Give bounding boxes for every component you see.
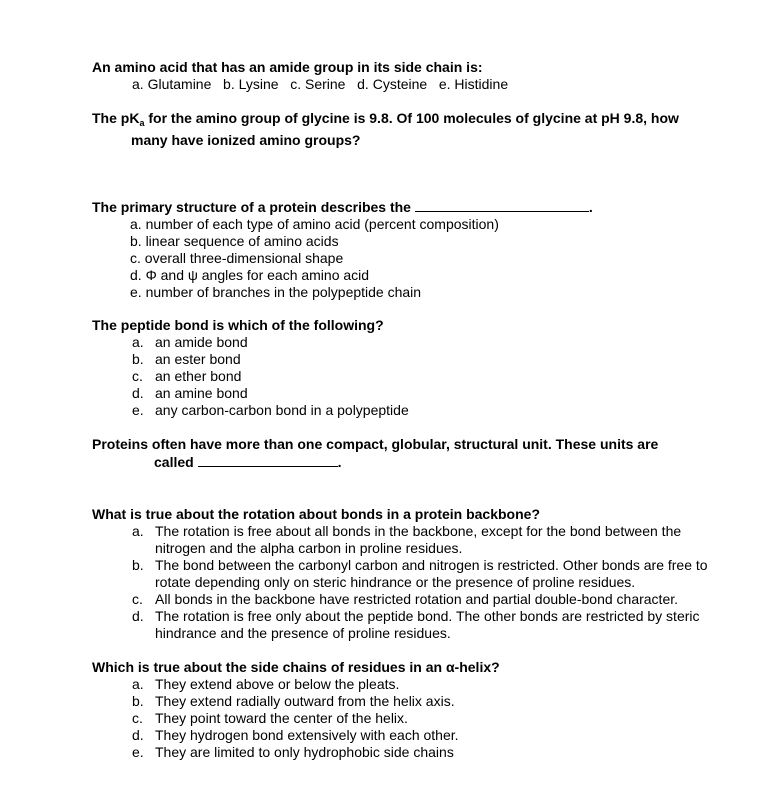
option-letter: a. xyxy=(132,334,144,350)
question-7-option xyxy=(92,676,500,693)
option-text: The bond between the carbonyl carbon and nitrogen is restricted. Other bonds are free to rotate depending only on steric hindrance or the presence of proline residues. xyxy=(155,557,708,590)
question-3-stem-end: . xyxy=(588,199,593,215)
question-4-option xyxy=(92,351,409,368)
question-7-option xyxy=(92,710,500,727)
question-3-option: d. Φ and ψ angles for each amino acid xyxy=(130,267,370,283)
question-7-stem: Which is true about the side chains of residues in an α-helix? xyxy=(92,659,500,675)
option-letter: b. xyxy=(132,693,144,709)
question-4-stem: The peptide bond is which of the following? xyxy=(92,317,384,333)
question-3-options xyxy=(92,216,593,301)
question-6-option xyxy=(92,608,722,642)
option-letter: d. xyxy=(132,608,144,624)
question-3-option: a. number of each type of amino acid (percent composition) xyxy=(130,216,499,232)
question-5-stem-end: . xyxy=(337,454,342,470)
option-letter: a. xyxy=(132,523,144,539)
question-3 xyxy=(92,198,593,301)
question-7-option xyxy=(92,744,500,761)
question-6-stem: What is true about the rotation about bonds in a protein backbone? xyxy=(92,506,540,522)
option-letter: a. xyxy=(132,676,144,692)
option-letter: e. xyxy=(132,402,144,418)
option-text: an ether bond xyxy=(155,368,242,384)
question-6-option xyxy=(92,523,722,557)
question-4-options xyxy=(92,334,409,419)
option-text: They hydrogen bond extensively with each other. xyxy=(155,727,459,743)
option-text: any carbon-carbon bond in a polypeptide xyxy=(155,402,409,418)
question-2-stem-part1: The pK xyxy=(92,110,140,126)
question-4-option xyxy=(92,368,409,385)
question-5 xyxy=(92,436,732,471)
question-2-stem xyxy=(92,110,732,149)
question-2-stem-part2: for the amino group of glycine is 9.8. Of 100 molecules of glycine at pH 9.8, how xyxy=(144,110,679,126)
option-text: The rotation is free only about the peptide bond. The other bonds are restricted by steric hindrance and the presence of proline residues. xyxy=(155,608,700,641)
option-text: The rotation is free about all bonds in the backbone, except for the bond between the nitrogen and the alpha carbon in proline residues. xyxy=(155,523,682,556)
option-letter: c. xyxy=(132,710,143,726)
question-3-option: b. linear sequence of amino acids xyxy=(130,233,339,249)
option-text: They point toward the center of the helix. xyxy=(155,710,408,726)
answer-blank xyxy=(415,198,589,212)
question-3-option: c. overall three-dimensional shape xyxy=(130,250,344,266)
question-7-option xyxy=(92,727,500,744)
option-text: They are limited to only hydrophobic side chains xyxy=(155,744,454,760)
question-3-option: e. number of branches in the polypeptide chain xyxy=(130,284,422,300)
option-letter: c. xyxy=(132,368,143,384)
answer-blank xyxy=(198,453,338,467)
question-6-option xyxy=(92,591,722,608)
question-7-option xyxy=(92,693,500,710)
option-letter: e. xyxy=(132,744,144,760)
question-3-stem-text: The primary structure of a protein describes the xyxy=(92,199,415,215)
question-1 xyxy=(92,59,508,93)
option-letter: d. xyxy=(132,727,144,743)
option-letter: b. xyxy=(132,557,144,573)
option-text: an amide bond xyxy=(155,334,248,350)
question-7-options xyxy=(92,676,500,761)
question-6 xyxy=(92,506,722,642)
option-text: an ester bond xyxy=(155,351,241,367)
option-text: They extend above or below the pleats. xyxy=(155,676,400,692)
question-6-options xyxy=(92,523,722,642)
question-2 xyxy=(92,110,732,149)
question-7 xyxy=(92,659,500,761)
question-6-option xyxy=(92,557,722,591)
question-5-stem xyxy=(92,436,732,471)
question-4-option xyxy=(92,402,409,419)
option-letter: d. xyxy=(132,385,144,401)
question-1-options: a. Glutamine b. Lysine c. Serine d. Cysteine e. Histidine xyxy=(132,76,509,92)
option-text: All bonds in the backbone have restricted rotation and partial double-bond character. xyxy=(155,591,679,607)
option-text: They extend radially outward from the helix axis. xyxy=(155,693,455,709)
option-text: an amine bond xyxy=(155,385,248,401)
question-2-stem-subscript: a xyxy=(139,118,145,128)
question-4 xyxy=(92,317,409,419)
option-letter: c. xyxy=(132,591,143,607)
option-letter: b. xyxy=(132,351,144,367)
question-5-stem-line1: Proteins often have more than one compact, globular, structural unit. These units are xyxy=(92,436,659,452)
question-5-stem-line2: called xyxy=(154,454,198,470)
question-4-option xyxy=(92,385,409,402)
question-1-stem: An amino acid that has an amide group in its side chain is: xyxy=(92,59,483,75)
question-3-stem xyxy=(92,198,593,216)
question-2-stem-line2: many have ionized amino groups? xyxy=(131,132,361,148)
question-4-option xyxy=(92,334,409,351)
